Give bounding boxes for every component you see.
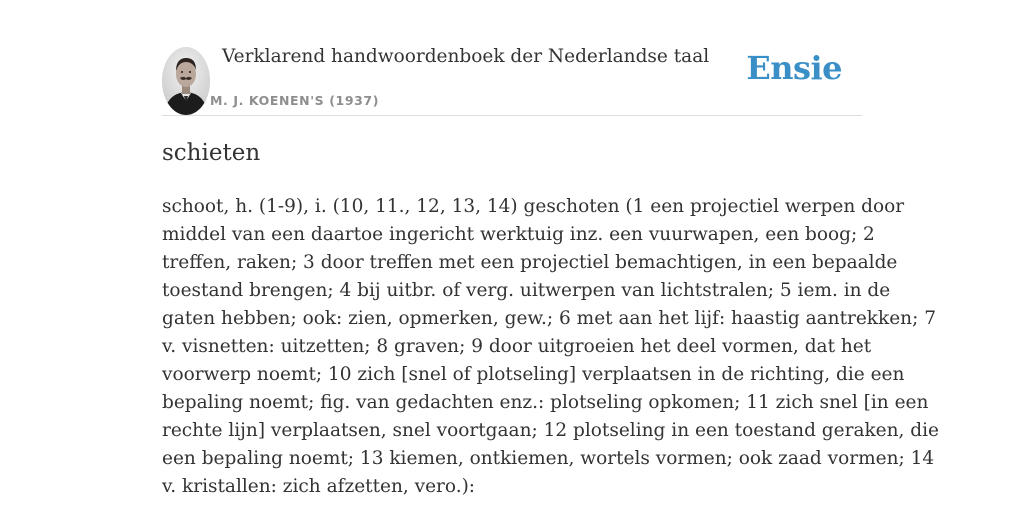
definition-line: v. kristallen: zich afzetten, vero.):	[162, 476, 476, 497]
definition-line: rechte lijn] verplaatsen, snel voortgaan; 12 plotseling in een toestand geraken, die	[162, 420, 940, 441]
definition-line: gaten hebben; ook: zien, opmerken, gew.; 6 met aan het lijf: haastig aantrekken; 7	[162, 308, 936, 329]
definition-line: een bepaling noemt; 13 kiemen, ontkiemen, wortels vormen; ook zaad vormen; 14	[162, 448, 935, 469]
definition-line: schoot, h. (1-9), i. (10, 11., 12, 13, 14) geschoten (1 een projectiel werpen door	[162, 196, 905, 217]
entry-headword: schieten	[162, 140, 261, 166]
author-portrait	[162, 47, 210, 115]
definition-line: toestand brengen; 4 bij uitbr. of verg. uitwerpen van lichtstralen; 5 iem. in de	[162, 280, 891, 301]
entry-definition	[162, 193, 940, 501]
header	[162, 46, 862, 116]
definition-line: middel van een daartoe ingericht werktuig inz. een vuurwapen, een boog; 2	[162, 224, 875, 245]
dictionary-author: M. J. KOENEN'S (1937)	[210, 93, 380, 108]
definition-line: voorwerp noemt; 10 zich [snel of plotseling] verplaatsen in de richting, die een	[162, 364, 905, 385]
header-divider	[162, 115, 862, 116]
author-portrait-image	[162, 47, 210, 115]
definition-line: treffen, raken; 3 door treffen met een projectiel bemachtigen, in een bepaalde	[162, 252, 898, 273]
definition-line: bepaling noemt; fig. van gedachten enz.: plotseling opkomen; 11 zich snel [in een	[162, 392, 929, 413]
definition-line: v. visnetten: uitzetten; 8 graven; 9 door uitgroeien het deel vormen, dat het	[162, 336, 872, 357]
brand-logo[interactable]: Ensie	[746, 49, 842, 87]
dictionary-title: Verklarend handwoordenboek der Nederlandse taal	[222, 46, 710, 67]
